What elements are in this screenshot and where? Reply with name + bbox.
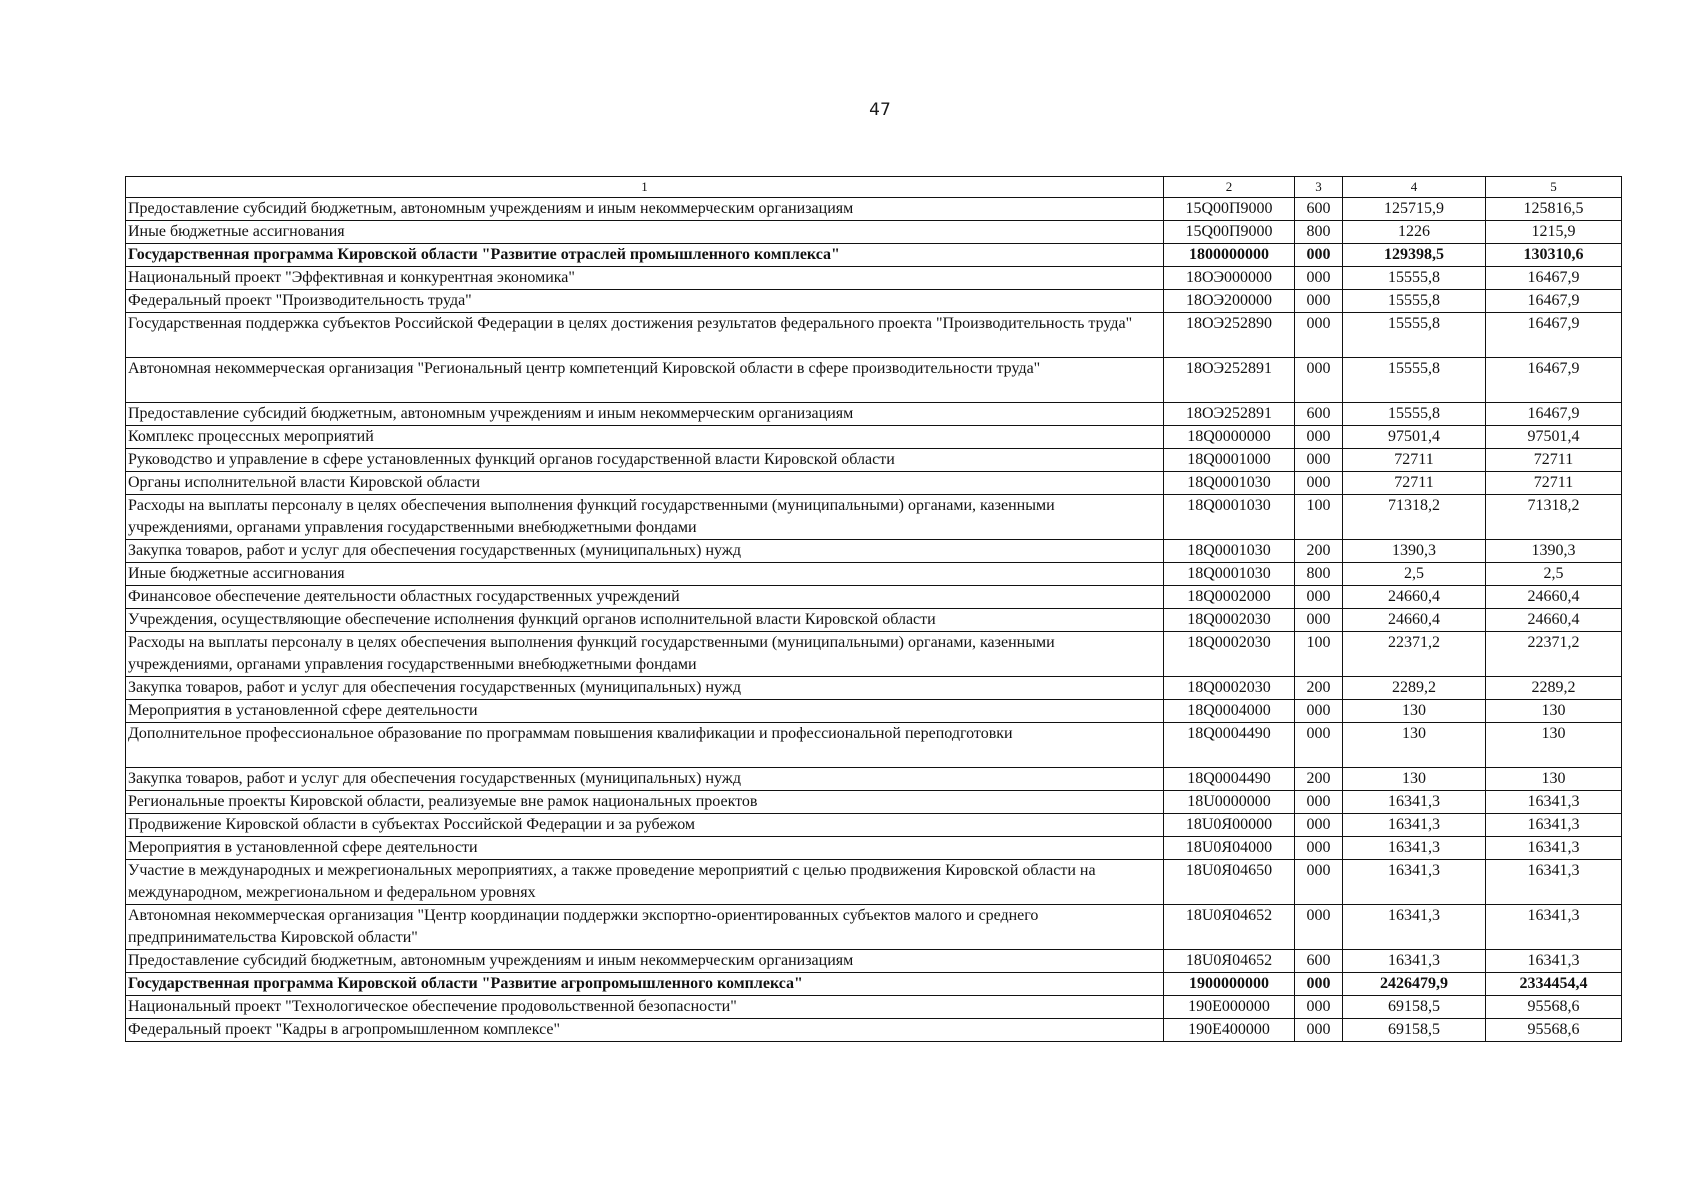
row-value-1-cell: 16341,3 xyxy=(1343,905,1486,950)
row-name-cell: Закупка товаров, работ и услуг для обеспечения государственных (муниципальных) нужд xyxy=(126,540,1164,563)
table-row xyxy=(126,632,1622,677)
row-value-2-cell: 16467,9 xyxy=(1486,267,1622,290)
row-type-cell: 100 xyxy=(1295,495,1343,540)
row-name-cell: Комплекс процессных мероприятий xyxy=(126,426,1164,449)
row-type-cell: 600 xyxy=(1295,198,1343,221)
header-col-3: 3 xyxy=(1295,177,1343,198)
table-row xyxy=(126,426,1622,449)
row-type-cell: 000 xyxy=(1295,449,1343,472)
row-type-cell: 200 xyxy=(1295,768,1343,791)
row-type-cell: 000 xyxy=(1295,586,1343,609)
table-row xyxy=(126,221,1622,244)
table-row xyxy=(126,290,1622,313)
row-name-cell: Иные бюджетные ассигнования xyxy=(126,563,1164,586)
row-value-1-cell: 2,5 xyxy=(1343,563,1486,586)
row-value-2-cell: 95568,6 xyxy=(1486,1019,1622,1042)
row-type-cell: 200 xyxy=(1295,677,1343,700)
row-value-2-cell: 130 xyxy=(1486,768,1622,791)
row-name-cell: Мероприятия в установленной сфере деятельности xyxy=(126,700,1164,723)
row-code-cell: 18ОЭ252890 xyxy=(1164,313,1295,358)
row-code-cell: 18U0Я00000 xyxy=(1164,814,1295,837)
table-row xyxy=(126,905,1622,950)
header-col-2: 2 xyxy=(1164,177,1295,198)
table-row xyxy=(126,768,1622,791)
row-name-cell: Автономная некоммерческая организация "Региональный центр компетенций Кировской области в сфере производительности труда" xyxy=(126,358,1164,403)
budget-table xyxy=(125,176,1622,1042)
row-value-1-cell: 16341,3 xyxy=(1343,791,1486,814)
row-code-cell: 18Q0004490 xyxy=(1164,723,1295,768)
row-type-cell: 000 xyxy=(1295,426,1343,449)
table-row xyxy=(126,837,1622,860)
table-row xyxy=(126,723,1622,768)
row-name-cell: Государственная программа Кировской области "Развитие агропромышленного комплекса" xyxy=(126,973,1164,996)
row-value-1-cell: 16341,3 xyxy=(1343,814,1486,837)
row-value-1-cell: 130 xyxy=(1343,768,1486,791)
row-code-cell: 18Q0001030 xyxy=(1164,540,1295,563)
row-code-cell: 18U0Я04650 xyxy=(1164,860,1295,905)
row-name-cell: Расходы на выплаты персоналу в целях обеспечения выполнения функций государственными (муниципальными) органами, казенными учреждениями, органами управления государственными внебюджетными фондами xyxy=(126,632,1164,677)
row-code-cell: 18Q0001030 xyxy=(1164,472,1295,495)
row-value-2-cell: 71318,2 xyxy=(1486,495,1622,540)
table-row xyxy=(126,449,1622,472)
row-value-1-cell: 125715,9 xyxy=(1343,198,1486,221)
row-value-1-cell: 24660,4 xyxy=(1343,586,1486,609)
row-type-cell: 800 xyxy=(1295,563,1343,586)
row-value-1-cell: 22371,2 xyxy=(1343,632,1486,677)
row-name-cell: Федеральный проект "Кадры в агропромышленном комплексе" xyxy=(126,1019,1164,1042)
row-name-cell: Федеральный проект "Производительность труда" xyxy=(126,290,1164,313)
row-name-cell: Продвижение Кировской области в субъектах Российской Федерации и за рубежом xyxy=(126,814,1164,837)
row-type-cell: 000 xyxy=(1295,244,1343,267)
row-name-cell: Учреждения, осуществляющие обеспечение исполнения функций органов исполнительной власти Кировской области xyxy=(126,609,1164,632)
row-value-2-cell: 16341,3 xyxy=(1486,791,1622,814)
row-value-1-cell: 69158,5 xyxy=(1343,1019,1486,1042)
row-value-1-cell: 72711 xyxy=(1343,472,1486,495)
row-name-cell: Государственная программа Кировской области "Развитие отраслей промышленного комплекса" xyxy=(126,244,1164,267)
row-value-1-cell: 16341,3 xyxy=(1343,950,1486,973)
row-value-2-cell: 24660,4 xyxy=(1486,586,1622,609)
row-code-cell: 18U0000000 xyxy=(1164,791,1295,814)
row-value-1-cell: 16341,3 xyxy=(1343,860,1486,905)
row-value-1-cell: 130 xyxy=(1343,723,1486,768)
row-value-1-cell: 2426479,9 xyxy=(1343,973,1486,996)
row-type-cell: 000 xyxy=(1295,814,1343,837)
table-row xyxy=(126,973,1622,996)
row-type-cell: 000 xyxy=(1295,905,1343,950)
row-type-cell: 000 xyxy=(1295,358,1343,403)
row-value-1-cell: 72711 xyxy=(1343,449,1486,472)
row-value-2-cell: 1215,9 xyxy=(1486,221,1622,244)
row-name-cell: Национальный проект "Эффективная и конкурентная экономика" xyxy=(126,267,1164,290)
row-value-2-cell: 16467,9 xyxy=(1486,403,1622,426)
row-name-cell: Участие в международных и межрегиональных мероприятиях, а также проведение мероприятий с целью продвижения Кировской области на международном, межрегиональном и федеральном уровнях xyxy=(126,860,1164,905)
row-value-1-cell: 15555,8 xyxy=(1343,290,1486,313)
row-name-cell: Расходы на выплаты персоналу в целях обеспечения выполнения функций государственными (муниципальными) органами, казенными учреждениями, органами управления государственными внебюджетными фондами xyxy=(126,495,1164,540)
row-value-1-cell: 97501,4 xyxy=(1343,426,1486,449)
row-value-1-cell: 69158,5 xyxy=(1343,996,1486,1019)
table-row xyxy=(126,267,1622,290)
row-type-cell: 000 xyxy=(1295,1019,1343,1042)
row-value-2-cell: 2334454,4 xyxy=(1486,973,1622,996)
header-col-4: 4 xyxy=(1343,177,1486,198)
row-name-cell: Региональные проекты Кировской области, реализуемые вне рамок национальных проектов xyxy=(126,791,1164,814)
row-value-2-cell: 22371,2 xyxy=(1486,632,1622,677)
row-value-2-cell: 97501,4 xyxy=(1486,426,1622,449)
row-type-cell: 000 xyxy=(1295,313,1343,358)
table-row xyxy=(126,540,1622,563)
row-name-cell: Государственная поддержка субъектов Российской Федерации в целях достижения результатов федерального проекта "Производительность труда" xyxy=(126,313,1164,358)
row-code-cell: 18U0Я04652 xyxy=(1164,905,1295,950)
row-name-cell: Предоставление субсидий бюджетным, автономным учреждениям и иным некоммерческим организациям xyxy=(126,198,1164,221)
row-type-cell: 600 xyxy=(1295,950,1343,973)
row-code-cell: 18Q0004490 xyxy=(1164,768,1295,791)
table-body xyxy=(126,198,1622,1042)
table-row xyxy=(126,198,1622,221)
row-code-cell: 15Q00П9000 xyxy=(1164,198,1295,221)
row-code-cell: 18Q0001000 xyxy=(1164,449,1295,472)
row-value-2-cell: 72711 xyxy=(1486,449,1622,472)
table-row xyxy=(126,586,1622,609)
row-code-cell: 18Q0002030 xyxy=(1164,609,1295,632)
table-row xyxy=(126,472,1622,495)
row-value-2-cell: 16341,3 xyxy=(1486,905,1622,950)
row-value-2-cell: 2,5 xyxy=(1486,563,1622,586)
row-value-1-cell: 2289,2 xyxy=(1343,677,1486,700)
row-code-cell: 18Q0004000 xyxy=(1164,700,1295,723)
table-row xyxy=(126,996,1622,1019)
row-code-cell: 18U0Я04000 xyxy=(1164,837,1295,860)
row-value-2-cell: 95568,6 xyxy=(1486,996,1622,1019)
table-row xyxy=(126,609,1622,632)
row-name-cell: Руководство и управление в сфере установленных функций органов государственной власти Кировской области xyxy=(126,449,1164,472)
row-code-cell: 18ОЭ252891 xyxy=(1164,358,1295,403)
row-name-cell: Национальный проект "Технологическое обеспечение продовольственной безопасности" xyxy=(126,996,1164,1019)
row-type-cell: 800 xyxy=(1295,221,1343,244)
row-type-cell: 000 xyxy=(1295,860,1343,905)
table-row xyxy=(126,1019,1622,1042)
header-col-5: 5 xyxy=(1486,177,1622,198)
row-code-cell: 18Q0000000 xyxy=(1164,426,1295,449)
row-value-1-cell: 24660,4 xyxy=(1343,609,1486,632)
table-row xyxy=(126,791,1622,814)
table-row xyxy=(126,563,1622,586)
row-code-cell: 18Q0001030 xyxy=(1164,495,1295,540)
row-code-cell: 15Q00П9000 xyxy=(1164,221,1295,244)
row-name-cell: Закупка товаров, работ и услуг для обеспечения государственных (муниципальных) нужд xyxy=(126,768,1164,791)
row-type-cell: 200 xyxy=(1295,540,1343,563)
table-header-row xyxy=(126,177,1622,198)
row-type-cell: 000 xyxy=(1295,609,1343,632)
row-name-cell: Органы исполнительной власти Кировской области xyxy=(126,472,1164,495)
row-name-cell: Закупка товаров, работ и услуг для обеспечения государственных (муниципальных) нужд xyxy=(126,677,1164,700)
row-value-1-cell: 1226 xyxy=(1343,221,1486,244)
row-type-cell: 000 xyxy=(1295,700,1343,723)
row-value-2-cell: 16341,3 xyxy=(1486,814,1622,837)
row-code-cell: 18Q0001030 xyxy=(1164,563,1295,586)
row-type-cell: 000 xyxy=(1295,837,1343,860)
row-value-1-cell: 1390,3 xyxy=(1343,540,1486,563)
row-name-cell: Предоставление субсидий бюджетным, автономным учреждениям и иным некоммерческим организациям xyxy=(126,403,1164,426)
row-value-1-cell: 15555,8 xyxy=(1343,403,1486,426)
table-row xyxy=(126,403,1622,426)
row-type-cell: 000 xyxy=(1295,973,1343,996)
row-code-cell: 18U0Я04652 xyxy=(1164,950,1295,973)
row-code-cell: 190Е400000 xyxy=(1164,1019,1295,1042)
table-row xyxy=(126,244,1622,267)
row-code-cell: 18ОЭ252891 xyxy=(1164,403,1295,426)
row-value-2-cell: 1390,3 xyxy=(1486,540,1622,563)
table-row xyxy=(126,950,1622,973)
row-type-cell: 000 xyxy=(1295,791,1343,814)
row-code-cell: 18Q0002030 xyxy=(1164,632,1295,677)
row-name-cell: Предоставление субсидий бюджетным, автономным учреждениям и иным некоммерческим организациям xyxy=(126,950,1164,973)
row-type-cell: 600 xyxy=(1295,403,1343,426)
table-row xyxy=(126,677,1622,700)
row-code-cell: 190Е000000 xyxy=(1164,996,1295,1019)
row-value-2-cell: 24660,4 xyxy=(1486,609,1622,632)
row-code-cell: 1800000000 xyxy=(1164,244,1295,267)
table-row xyxy=(126,700,1622,723)
row-value-2-cell: 16467,9 xyxy=(1486,313,1622,358)
row-value-1-cell: 15555,8 xyxy=(1343,313,1486,358)
row-name-cell: Иные бюджетные ассигнования xyxy=(126,221,1164,244)
row-type-cell: 000 xyxy=(1295,290,1343,313)
row-value-2-cell: 125816,5 xyxy=(1486,198,1622,221)
row-value-1-cell: 16341,3 xyxy=(1343,837,1486,860)
row-type-cell: 000 xyxy=(1295,723,1343,768)
row-type-cell: 100 xyxy=(1295,632,1343,677)
row-name-cell: Финансовое обеспечение деятельности областных государственных учреждений xyxy=(126,586,1164,609)
table-row xyxy=(126,495,1622,540)
row-value-1-cell: 15555,8 xyxy=(1343,267,1486,290)
row-name-cell: Мероприятия в установленной сфере деятельности xyxy=(126,837,1164,860)
row-value-2-cell: 16341,3 xyxy=(1486,860,1622,905)
row-value-2-cell: 16467,9 xyxy=(1486,358,1622,403)
row-name-cell: Автономная некоммерческая организация "Центр координации поддержки экспортно-ориентированных субъектов малого и среднего предпринимательства Кировской области" xyxy=(126,905,1164,950)
row-value-1-cell: 71318,2 xyxy=(1343,495,1486,540)
table-row xyxy=(126,358,1622,403)
row-value-2-cell: 130 xyxy=(1486,700,1622,723)
table-row xyxy=(126,313,1622,358)
row-value-2-cell: 16341,3 xyxy=(1486,837,1622,860)
row-value-2-cell: 72711 xyxy=(1486,472,1622,495)
row-value-1-cell: 15555,8 xyxy=(1343,358,1486,403)
row-value-2-cell: 16467,9 xyxy=(1486,290,1622,313)
row-type-cell: 000 xyxy=(1295,472,1343,495)
row-value-1-cell: 130 xyxy=(1343,700,1486,723)
table-row xyxy=(126,814,1622,837)
header-col-1: 1 xyxy=(126,177,1164,198)
page-number: 47 xyxy=(869,100,891,120)
row-code-cell: 18ОЭ200000 xyxy=(1164,290,1295,313)
row-value-2-cell: 16341,3 xyxy=(1486,950,1622,973)
row-value-2-cell: 130310,6 xyxy=(1486,244,1622,267)
row-value-1-cell: 129398,5 xyxy=(1343,244,1486,267)
row-code-cell: 1900000000 xyxy=(1164,973,1295,996)
row-code-cell: 18ОЭ000000 xyxy=(1164,267,1295,290)
table-row xyxy=(126,860,1622,905)
row-value-2-cell: 130 xyxy=(1486,723,1622,768)
row-type-cell: 000 xyxy=(1295,996,1343,1019)
row-code-cell: 18Q0002030 xyxy=(1164,677,1295,700)
row-name-cell: Дополнительное профессиональное образование по программам повышения квалификации и профессиональной переподготовки xyxy=(126,723,1164,768)
row-type-cell: 000 xyxy=(1295,267,1343,290)
row-value-2-cell: 2289,2 xyxy=(1486,677,1622,700)
row-code-cell: 18Q0002000 xyxy=(1164,586,1295,609)
